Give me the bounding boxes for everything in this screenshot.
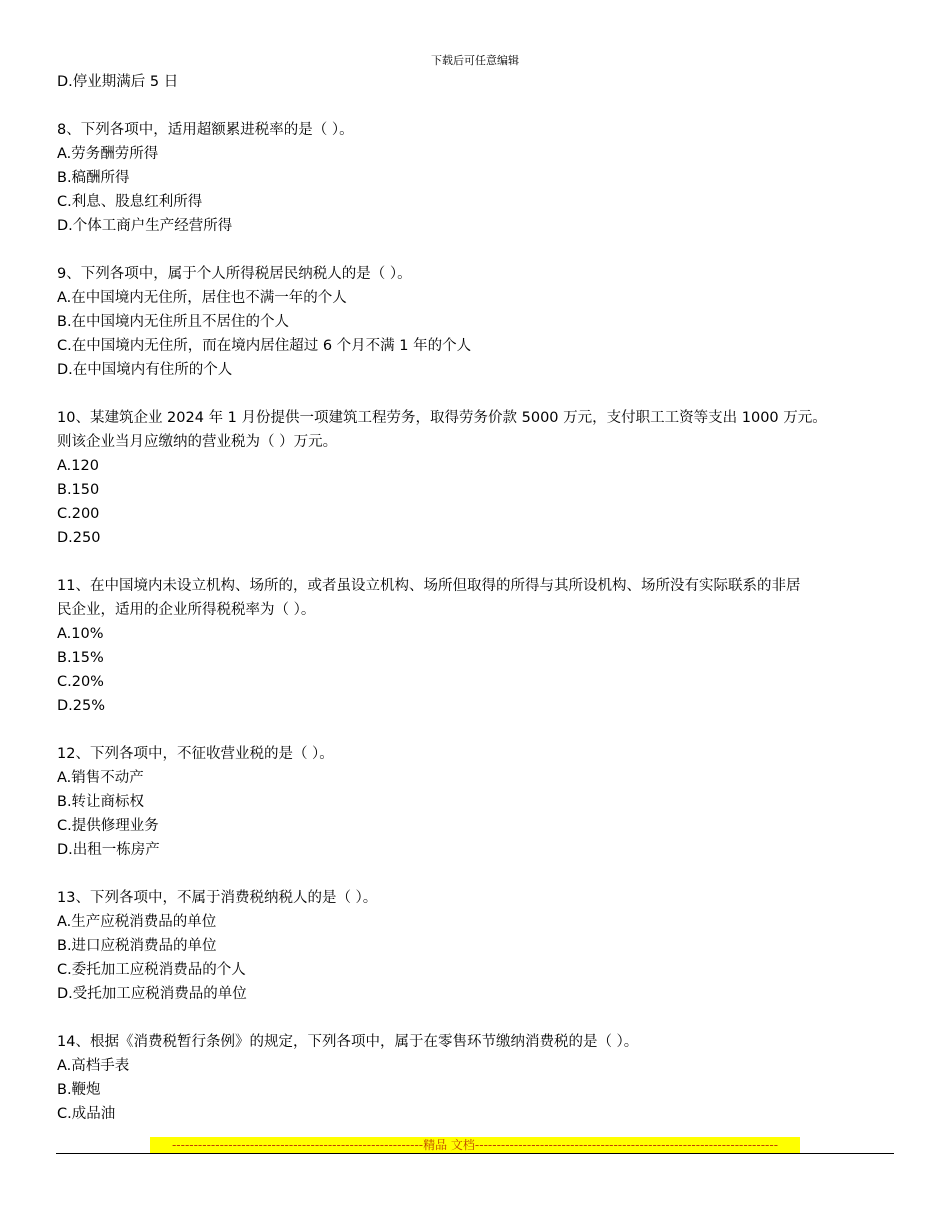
option-line: C.在中国境内无住所，而在境内居住超过 6 个月不满 1 年的个人	[57, 338, 472, 354]
option-line: C.20%	[57, 674, 104, 690]
option-line: D.停业期满后 5 日	[57, 74, 179, 90]
option-line: C.委托加工应税消费品的个人	[57, 962, 246, 978]
question-stem-continued: 则该企业当月应缴纳的营业税为（ ）万元。	[57, 434, 338, 450]
page-header-note: 下载后可任意编辑	[431, 54, 519, 67]
option-line: A.10%	[57, 626, 104, 642]
option-line: D.出租一栋房产	[57, 842, 160, 858]
footer-banner: ----------------------------------------------------------精品 文档----------------------------------------------------------------------	[150, 1137, 800, 1153]
question-block	[57, 1030, 902, 1126]
option-line: D.在中国境内有住所的个人	[57, 362, 233, 378]
question-block	[57, 118, 902, 238]
option-line: B.转让商标权	[57, 794, 145, 810]
question-stem: 9、下列各项中，属于个人所得税居民纳税人的是（ ）。	[57, 266, 412, 282]
question-stem: 14、根据《消费税暂行条例》的规定，下列各项中，属于在零售环节缴纳消费税的是（ ）。	[57, 1034, 639, 1050]
option-line: C.利息、股息红利所得	[57, 194, 203, 210]
option-line: A.劳务酬劳所得	[57, 146, 159, 162]
question-stem: 13、下列各项中，不属于消费税纳税人的是（ ）。	[57, 890, 378, 906]
question-stem: 11、在中国境内未设立机构、场所的，或者虽设立机构、场所但取得的所得与其所设机构、场所没有实际联系的非居	[57, 578, 801, 594]
question-stem-continued: 民企业，适用的企业所得税税率为（ ）。	[57, 602, 316, 618]
option-line: B.15%	[57, 650, 104, 666]
question-stem: 12、下列各项中，不征收营业税的是（ ）。	[57, 746, 334, 762]
option-line: D.个体工商户生产经营所得	[57, 218, 233, 234]
option-line: C.200	[57, 506, 100, 522]
option-line: A.高档手表	[57, 1058, 130, 1074]
option-line: C.提供修理业务	[57, 818, 159, 834]
option-line: B.鞭炮	[57, 1082, 101, 1098]
option-line: B.150	[57, 482, 100, 498]
question-block	[57, 406, 902, 550]
option-line: B.稿酬所得	[57, 170, 130, 186]
option-line: A.销售不动产	[57, 770, 144, 786]
footer-rule	[56, 1153, 894, 1154]
option-line: A.生产应税消费品的单位	[57, 914, 217, 930]
question-stem: 10、某建筑企业 2024 年 1 月份提供一项建筑工程劳务，取得劳务价款 5000 万元，支付职工工资等支出 1000 万元。	[57, 410, 827, 426]
option-line: B.进口应税消费品的单位	[57, 938, 217, 954]
document-body	[57, 70, 902, 1126]
option-line: A.120	[57, 458, 99, 474]
option-line: B.在中国境内无住所且不居住的个人	[57, 314, 290, 330]
question-block	[57, 886, 902, 1006]
option-line: A.在中国境内无住所，居住也不满一年的个人	[57, 290, 347, 306]
option-line: D.25%	[57, 698, 106, 714]
question-block	[57, 742, 902, 862]
option-line: C.成品油	[57, 1106, 116, 1122]
option-line: D.受托加工应税消费品的单位	[57, 986, 247, 1002]
option-line: D.250	[57, 530, 101, 546]
question-block	[57, 574, 902, 718]
question-block	[57, 262, 902, 382]
question-stem: 8、下列各项中，适用超额累进税率的是（ ）。	[57, 122, 354, 138]
